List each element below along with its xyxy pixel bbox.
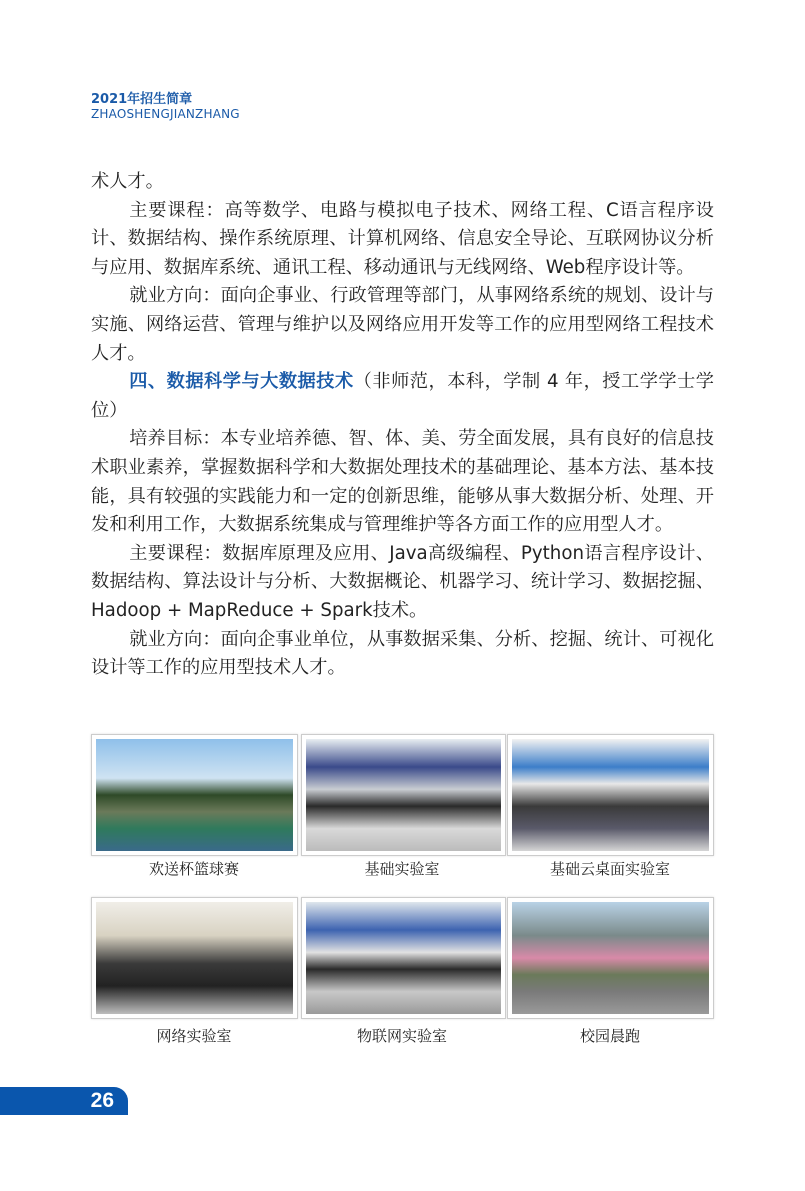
- paragraph: 就业方向：面向企事业单位，从事数据采集、分析、挖掘、统计、可视化设计等工作的应用型技术人才。: [91, 628, 714, 679]
- photo-caption: 基础云桌面实验室: [549, 860, 670, 878]
- section-heading-paragraph: [91, 368, 714, 425]
- paragraph: 主要课程：数据库原理及应用、Java高级编程、Python语言程序设计、数据结构、算法设计与分析、大数据概论、机器学习、统计学习、数据挖掘、Hadoop + MapReduce + Spark技术。: [91, 542, 714, 621]
- photo-campus-run: [507, 897, 714, 1019]
- section-heading: 四、数据科学与大数据技术: [129, 371, 354, 393]
- paragraph: 就业方向：面向企事业、行政管理等部门，从事网络系统的规划、设计与实施、网络运营、管理与维护以及网络应用开发等工作的应用型网络工程技术人才。: [91, 285, 714, 364]
- photo-basketball: [91, 734, 298, 856]
- photo-caption: 网络实验室: [156, 1027, 232, 1045]
- paragraph: 培养目标：本专业培养德、智、体、美、劳全面发展，具有良好的信息技术职业素养，掌握数据科学和大数据处理技术的基础理论、基本方法、基本技能，具有较强的实践能力和一定的创新思维，能够从事大数据分析、处理、开发和利用工作，大数据系统集成与管理维护等各方面工作的应用型人才。: [91, 428, 714, 536]
- photo-caption: 欢送杯篮球赛: [148, 860, 239, 878]
- header-subtitle: ZHAOSHENGJIANZHANG: [91, 107, 240, 121]
- body-text: [91, 168, 714, 683]
- photo-iot-lab: [301, 897, 506, 1019]
- photo-cloud-desktop-lab: [507, 734, 714, 856]
- photo-network-lab: [91, 897, 298, 1019]
- photo-basic-lab: [301, 734, 506, 856]
- photo-caption: 校园晨跑: [579, 1027, 640, 1045]
- running-header: [91, 92, 240, 121]
- photo-caption: 基础实验室: [364, 860, 440, 878]
- section-heading-note: （非师范，本科，学制 4 年，授工学学士学位）: [91, 371, 714, 421]
- photo-caption: 物联网实验室: [356, 1027, 447, 1045]
- header-title: 2021年招生简章: [91, 92, 193, 107]
- paragraph: 主要课程：高等数学、电路与模拟电子技术、网络工程、C语言程序设计、数据结构、操作系统原理、计算机网络、信息安全导论、互联网协议分析与应用、数据库系统、通讯工程、移动通讯与无线网络、Web程序设计等。: [91, 199, 714, 278]
- page-number: 26: [0, 1087, 128, 1115]
- paragraph: 术人才。: [91, 171, 164, 192]
